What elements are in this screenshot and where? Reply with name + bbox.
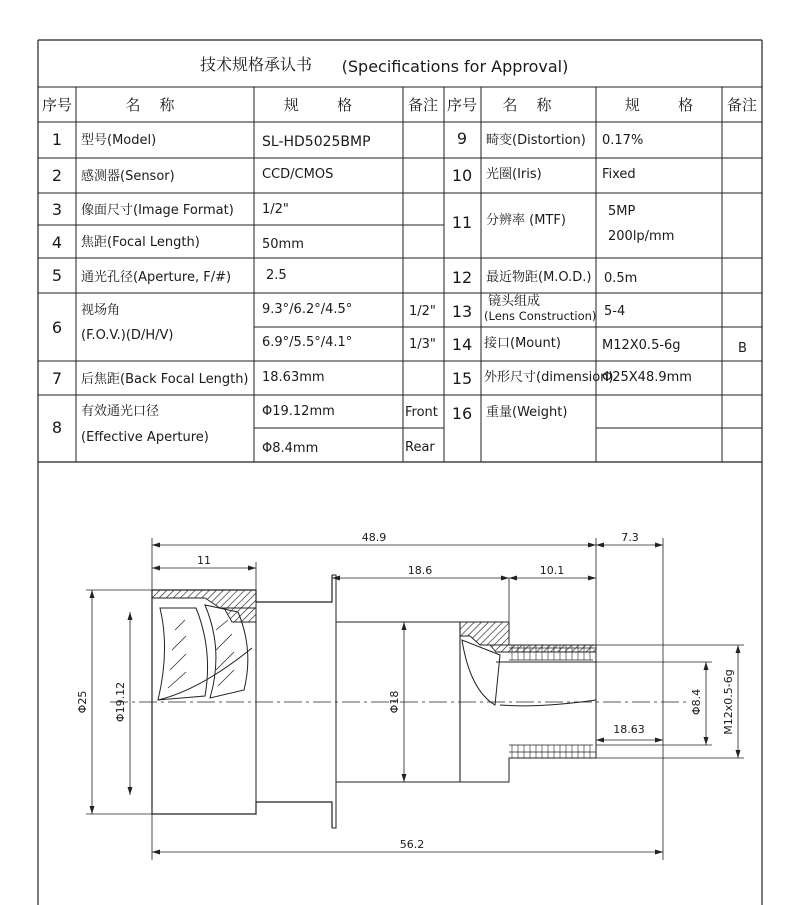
row-spec: 0.17% bbox=[602, 133, 644, 148]
row-no: 9 bbox=[456, 129, 468, 148]
row-spec: Φ25X48.9mm bbox=[602, 370, 692, 385]
row-no: 1 bbox=[51, 130, 63, 149]
row-name-line2: (Lens Construction) bbox=[484, 309, 597, 323]
row-spec: 50mm bbox=[262, 237, 304, 252]
row-name-line2: (F.O.V.)(D/H/V) bbox=[81, 328, 174, 343]
row-name: 型号(Model) bbox=[81, 133, 157, 148]
row-name: 焦距(Focal Length) bbox=[81, 235, 200, 250]
dim-7-3: 7.3 bbox=[621, 531, 639, 544]
row-name: 镜头组成 bbox=[488, 294, 541, 309]
row-no: 4 bbox=[51, 233, 63, 252]
row-no: 8 bbox=[51, 418, 63, 437]
lens-drawing bbox=[86, 538, 744, 860]
row-spec-line2: Φ8.4mm bbox=[262, 441, 319, 456]
row-note: 1/2" bbox=[409, 304, 436, 319]
dim-phi18: Φ18 bbox=[388, 690, 401, 714]
header-name-right: 名 称 bbox=[502, 96, 552, 114]
row-note-line2: 1/3" bbox=[409, 337, 436, 352]
row-no: 13 bbox=[451, 302, 473, 321]
row-spec-line2: 6.9°/5.5°/4.1° bbox=[262, 335, 353, 350]
row-no: 11 bbox=[451, 213, 473, 232]
row-no: 6 bbox=[51, 318, 63, 337]
dim-18-63: 18.63 bbox=[613, 723, 645, 736]
row-spec: 9.3°/6.2°/4.5° bbox=[262, 302, 353, 317]
row-spec: SL-HD5025BMP bbox=[262, 134, 371, 150]
dim-18-6: 18.6 bbox=[407, 564, 433, 577]
row-name: 重量(Weight) bbox=[486, 405, 568, 420]
row-spec: 2.5 bbox=[266, 268, 287, 283]
dim-56-2: 56.2 bbox=[399, 838, 425, 851]
dim-m12-thread: M12x0.5-6g bbox=[722, 669, 735, 735]
row-spec: 1/2" bbox=[262, 202, 289, 217]
table-right-rows bbox=[452, 129, 747, 423]
dimension-labels bbox=[76, 531, 735, 851]
row-name: 感测器(Sensor) bbox=[81, 169, 175, 184]
row-name: 最近物距(M.O.D.) bbox=[486, 270, 592, 285]
header-spec: 规 格 bbox=[283, 96, 353, 114]
row-no: 5 bbox=[51, 266, 63, 285]
title-en: (Specifications for Approval) bbox=[341, 57, 569, 76]
header-note: 备注 bbox=[407, 96, 439, 114]
row-spec: 5MP bbox=[608, 204, 636, 219]
row-note: B bbox=[738, 341, 747, 356]
row-no: 2 bbox=[51, 166, 63, 185]
table-header bbox=[42, 96, 757, 114]
header-name: 名 称 bbox=[125, 96, 175, 114]
title-cn: 技术规格承认书 bbox=[199, 55, 313, 74]
row-name: 分辨率 (MTF) bbox=[486, 213, 566, 228]
row-name: 接口(Mount) bbox=[484, 336, 561, 351]
row-no: 16 bbox=[451, 404, 473, 423]
row-name: 外形尺寸(dimension) bbox=[484, 370, 614, 385]
header-seq: 序号 bbox=[41, 96, 73, 114]
row-no: 12 bbox=[451, 268, 473, 287]
row-name: 通光孔径(Aperture, F/#) bbox=[81, 270, 232, 285]
row-name: 畸变(Distortion) bbox=[486, 133, 586, 148]
row-spec-line2: 200lp/mm bbox=[608, 229, 675, 244]
row-no: 3 bbox=[51, 200, 63, 219]
row-name: 视场角 bbox=[81, 303, 121, 318]
row-spec: CCD/CMOS bbox=[262, 167, 334, 182]
row-name: 光圈(Iris) bbox=[486, 167, 542, 182]
header-seq-right: 序号 bbox=[446, 96, 478, 114]
row-note-line2: Rear bbox=[405, 440, 435, 455]
row-no: 14 bbox=[451, 335, 473, 354]
row-spec: 0.5m bbox=[604, 271, 638, 286]
dim-phi19-12: Φ19.12 bbox=[114, 681, 127, 723]
row-spec: M12X0.5-6g bbox=[602, 338, 681, 353]
row-no: 15 bbox=[451, 369, 473, 388]
dim-10-1: 10.1 bbox=[539, 564, 565, 577]
row-spec: 18.63mm bbox=[262, 370, 325, 385]
header-spec-right: 规 格 bbox=[624, 96, 694, 114]
dim-11: 11 bbox=[197, 554, 211, 567]
row-note: Front bbox=[405, 405, 438, 420]
row-no: 10 bbox=[451, 166, 473, 185]
dim-48-9: 48.9 bbox=[361, 531, 387, 544]
row-name: 像面尺寸(Image Format) bbox=[81, 203, 234, 218]
row-name: 后焦距(Back Focal Length) bbox=[81, 372, 249, 387]
row-spec: Φ19.12mm bbox=[262, 404, 335, 419]
row-spec: Fixed bbox=[602, 167, 636, 182]
row-name-line2: (Effective Aperture) bbox=[81, 430, 209, 445]
dim-phi8-4: Φ8.4 bbox=[690, 688, 703, 716]
row-spec: 5-4 bbox=[604, 304, 626, 319]
dim-phi25: Φ25 bbox=[76, 690, 89, 714]
row-no: 7 bbox=[51, 369, 63, 388]
row-name: 有效通光口径 bbox=[81, 404, 160, 419]
header-note-right: 备注 bbox=[726, 96, 758, 114]
